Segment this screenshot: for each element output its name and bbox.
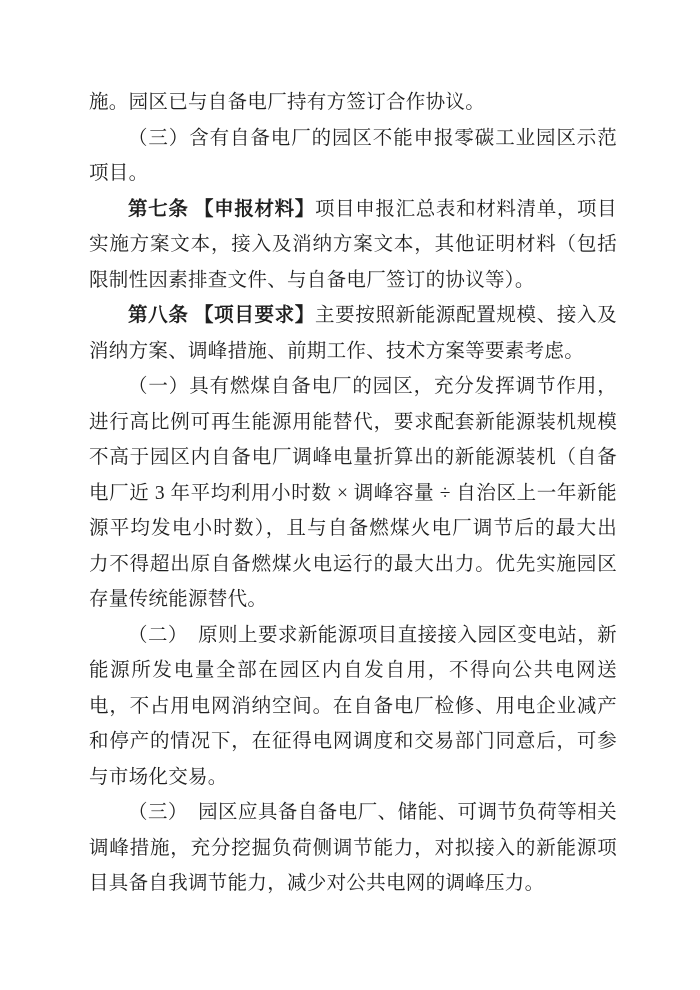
text-line: （三）含有自备电厂的园区不能申报零碳工业园区示范	[128, 127, 617, 149]
text-line: 源平均发电小时数），且与自备燃煤火电厂调节后的最大出	[89, 518, 617, 539]
article-7-label: 第七条 【申报材料】	[128, 198, 315, 220]
text-line-article-8-heading	[89, 298, 617, 334]
text-line: 不高于园区内自备电厂调峰电量折算出的新能源装机（自备	[89, 447, 617, 468]
text-line: 存量传统能源替代。	[89, 589, 268, 610]
text-line: 和停产的情况下，在征得电网调度和交易部门同意后，可参	[89, 731, 617, 752]
text-line-formula: 电厂近 3 年平均利用小时数 × 调峰容量 ÷ 自治区上一年新能	[89, 482, 617, 504]
text-line: 进行高比例可再生能源用能替代，要求配套新能源装机规模	[89, 411, 617, 433]
text-line: 目具备自我调节能力，减少对公共电网的调峰压力。	[89, 873, 545, 894]
text-line: 消纳方案、调峰措施、前期工作、技术方案等要素考虑。	[89, 340, 585, 362]
text-line: 与市场化交易。	[89, 766, 228, 788]
text-line: 实施方案文本，接入及消纳方案文本，其他证明材料（包括	[89, 234, 617, 255]
text-line-article-7-heading	[89, 192, 617, 228]
text-line: 力不得超出原自备燃煤火电运行的最大出力。优先实施园区	[89, 553, 617, 575]
text-line: 能源所发电量全部在园区内自发自用，不得向公共电网送	[89, 660, 617, 681]
document-body-text	[89, 85, 617, 902]
text-line-item-3: （三） 园区应具备自备电厂、储能、可调节负荷等相关	[128, 802, 617, 823]
text-line: 项目。	[89, 163, 149, 184]
text-line: 电，不占用电网消纳空间。在自备电厂检修、用电企业减产	[89, 695, 617, 717]
article-8-label: 第八条 【项目要求】	[128, 305, 315, 326]
article-7-lead-text: 项目申报汇总表和材料清单，项目	[314, 198, 617, 220]
text-line: 调峰措施，充分挖掘负荷侧调节能力，对拟接入的新能源项	[89, 837, 617, 859]
article-8-lead-text: 主要按照新能源配置规模、接入及	[314, 305, 617, 326]
text-line: 施。园区已与自备电厂持有方签订合作协议。	[89, 92, 486, 113]
text-line: 限制性因素排查文件、与自备电厂签订的协议等）。	[89, 269, 535, 291]
text-line-item-2: （二） 原则上要求新能源项目直接接入园区变电站，新	[128, 624, 617, 646]
text-line-item-1: （一）具有燃煤自备电厂的园区，充分发挥调节作用，	[128, 376, 617, 397]
